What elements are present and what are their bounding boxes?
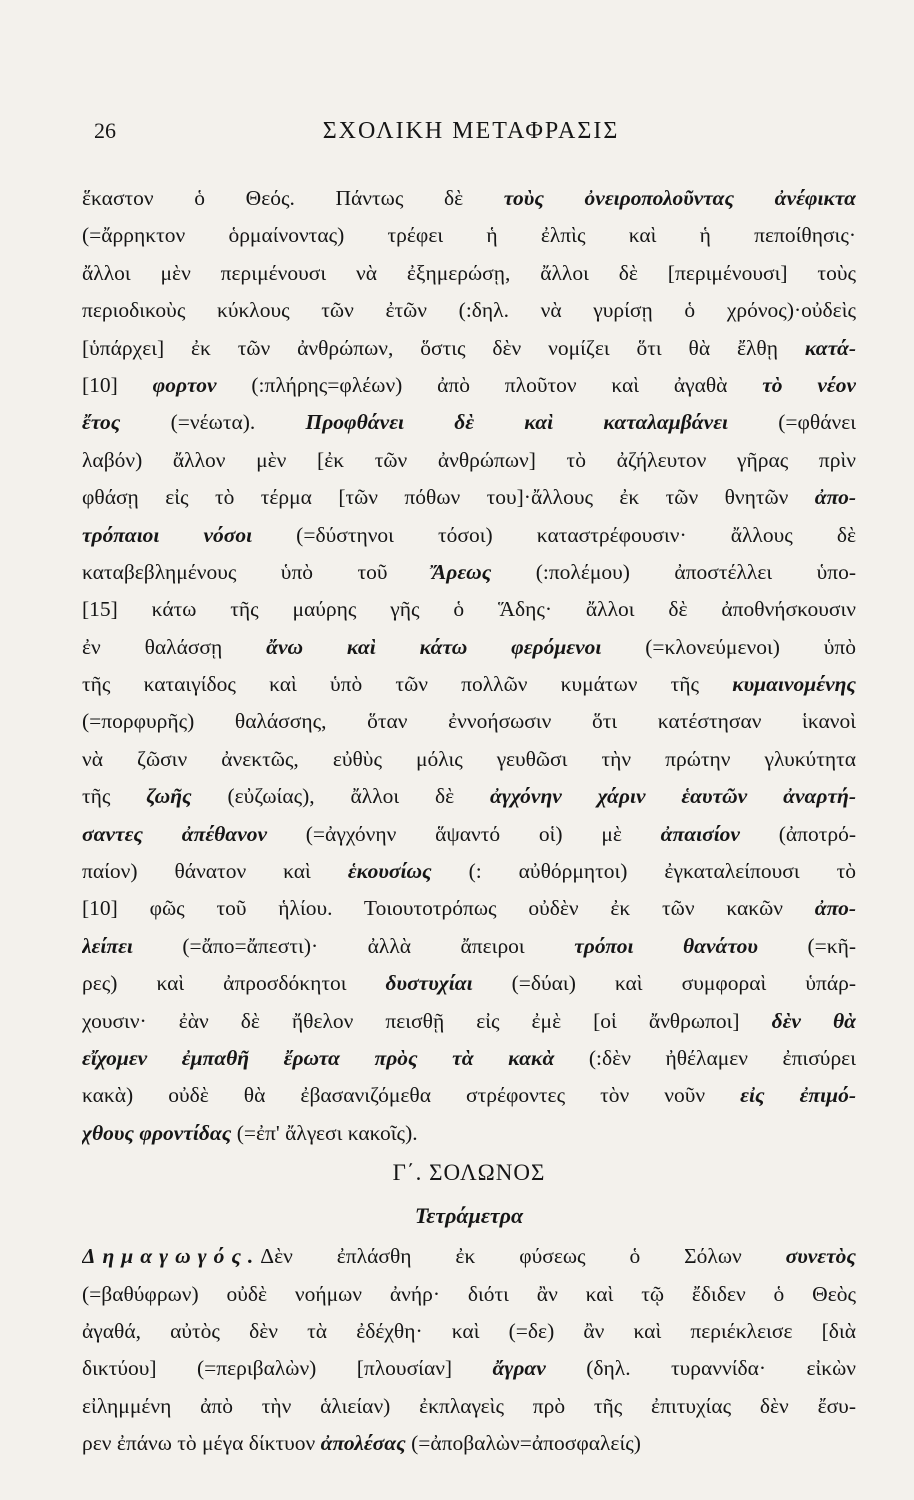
emphasized-term: ἀγχόνην χάριν ἑαυτῶν ἀναρτή- (490, 784, 856, 809)
text-run: περιοδικοὺς κύκλους τῶν ἐτῶν (:δηλ. νὰ γυρίσῃ ὁ χρόνος)·οὐδεὶς (82, 298, 856, 323)
text-run: (:πολέμου) ἀποστέλλει ὑπο- (491, 559, 856, 584)
text-line (82, 330, 856, 367)
text-line (82, 853, 856, 890)
emphasized-term: κατά- (804, 335, 856, 360)
page-header (88, 118, 854, 158)
emphasized-term: ἀπαισίον (660, 821, 740, 846)
text-line (82, 217, 856, 254)
text-line (82, 1115, 856, 1152)
text-run: (=πορφυρῆς) θαλάσσης, ὅταν ἐννοήσωσιν ὅτι κατέστησαν ἱκανοὶ (82, 709, 856, 734)
emphasized-term: ἀπο- (814, 896, 856, 921)
emphasized-term: ἔτος (82, 410, 121, 435)
text-run: (εὐζωίας), ἄλλοι δὲ (191, 784, 491, 809)
text-line (82, 367, 856, 404)
emphasized-term: τρόποι θανάτου (574, 933, 758, 958)
text-run: ρεν ἐπάνω τὸ μέγα δίκτυον (82, 1431, 321, 1456)
text-run: [10] (82, 372, 153, 397)
text-run: (δηλ. τυραννίδα· εἰκὼν (545, 1356, 856, 1381)
text-run: (=κῆ- (757, 933, 856, 958)
text-run: χουσιν· ἐὰν δὲ ἤθελον πεισθῇ εἰς ἐμὲ [οἱ ἄνθρωποι] (82, 1008, 772, 1033)
text-line (82, 965, 856, 1002)
emphasized-term: κυμαινομένης (732, 672, 856, 697)
text-run: ἐν θαλάσσῃ (82, 634, 267, 659)
emphasized-term: τοὺς ὀνειροπολοῦντας ἀνέφικτα (503, 186, 856, 210)
text-run: ρες) καὶ ἀπροσδόκητοι (82, 971, 386, 996)
text-run: (=ἐπ' ἄλγεσι κακοῖς). (231, 1120, 418, 1145)
text-line (82, 180, 856, 217)
text-run: κακὰ) οὐδὲ θὰ ἐβασανιζόμεθα στρέφοντες τὸν νοῦν (82, 1083, 741, 1108)
emphasized-term: εἰς ἐπιμό- (740, 1083, 856, 1108)
text-line (82, 703, 856, 740)
text-run: καταβεβλημένους ὑπὸ τοῦ (82, 559, 432, 584)
text-run: (=ἀγχόνην ἅψαντό οἱ) μὲ (267, 821, 661, 846)
text-run: (=ἄρρηκτον ὁρμαίνοντας) τρέφει ἡ ἐλπὶς καὶ ἡ πεποίθησις· (82, 223, 856, 248)
text-run: λαβόν) ἄλλον μὲν [ἐκ τῶν ἀνθρώπων] τὸ ἀζήλευτον γῆρας πρὶν (82, 447, 856, 472)
emphasized-term: δὲν θὰ (771, 1008, 856, 1033)
text-run: δικτύου] (=περιβαλὼν) [πλουσίαν] (82, 1356, 493, 1381)
text-line (82, 1350, 856, 1387)
text-line (82, 554, 856, 591)
text-line (82, 479, 856, 516)
text-run: (:δὲν ἠθέλαμεν ἐπισύρει (554, 1045, 856, 1070)
text-run: παίον) θάνατον καὶ (82, 859, 348, 884)
text-run: (=δύστηνοι τόσοι) καταστρέφουσιν· ἄλλους δὲ (252, 522, 856, 547)
emphasized-term: σαντες ἀπέθανον (82, 821, 268, 846)
text-run: (=ἀποβαλὼν=ἀποσφαλείς) (405, 1431, 641, 1456)
emphasized-term: λείπει (82, 933, 133, 958)
emphasized-term: χθους φροντίδας (82, 1120, 232, 1145)
emphasized-term: ἄνω καὶ κάτω φερόμενοι (266, 634, 602, 659)
emphasized-term: Προφθάνει δὲ καὶ καταλαμβάνει (305, 410, 728, 435)
text-line (82, 292, 856, 329)
emphasized-term: Ἄρεως (431, 559, 492, 584)
text-run: (=ἄπο=ἄπεστι)· ἀλλὰ ἄπειροι (132, 933, 575, 958)
emphasized-term: φορτον (152, 372, 217, 397)
text-run: [15] κάτω τῆς μαύρης γῆς ὁ Ἅδης· ἄλλοι δὲ ἀποθνήσκουσιν (82, 597, 856, 622)
text-line (82, 1388, 856, 1425)
text-run: (=νέωτα). (120, 410, 306, 435)
emphasized-term: συνετὸς (785, 1244, 856, 1269)
text-run: (=βαθύφρων) οὐδὲ νοήμων ἀνήρ· διότι ἂν καὶ τῷ ἔδιδεν ὁ Θεὸς (82, 1281, 856, 1306)
text-line (82, 778, 856, 815)
text-run: νὰ ζῶσιν ἀνεκτῶς, εὐθὺς μόλις γευθῶσι τὴν πρώτην γλυκύτητα (82, 746, 856, 771)
emphasized-term: ζωῆς (146, 784, 192, 809)
text-line (82, 1425, 856, 1462)
text-run: [ὑπάρχει] ἐκ τῶν ἀνθρώπων, ὅστις δὲν νομίζει ὅτι θὰ ἔλθῃ (82, 335, 805, 360)
text-run: (=δύαι) καὶ συμφοραὶ ὑπάρ- (472, 971, 856, 996)
text-run: ἕκαστον ὁ Θεός. Πάντως δὲ (82, 186, 504, 210)
text-run: (ἀποτρό- (739, 821, 856, 846)
emphasized-term: ἄγραν (492, 1356, 546, 1381)
text-run: Δὲν ἐπλάσθη ἐκ φύσεως ὁ Σόλων (260, 1244, 786, 1269)
text-line (82, 666, 856, 703)
text-line (82, 1040, 856, 1077)
text-line (82, 741, 856, 778)
text-line (82, 404, 856, 441)
text-run: (: αὐθόρμητοι) ἐγκαταλείπουσι τὸ (431, 859, 856, 884)
text-run: ἄλλοι μὲν περιμένουσι νὰ ἐξημερώσῃ, ἄλλοι δὲ [περιμένουσι] τοὺς (82, 260, 856, 285)
text-line (82, 629, 856, 666)
text-run: τῆς (82, 784, 147, 809)
text-line (82, 1276, 856, 1313)
section-heading: Γ΄. ΣΟΛΩΝΟΣ (392, 1160, 546, 1186)
text-line (82, 816, 856, 853)
text-run: φθάσῃ εἰς τὸ τέρμα [τῶν πόθων του]·ἄλλους ἐκ τῶν θνητῶν (82, 485, 815, 510)
emphasized-term: εἴχομεν ἐμπαθῆ ἔρωτα πρὸς τὰ κακὰ (82, 1045, 555, 1070)
section-subheading: Τετράμετρα (414, 1203, 524, 1229)
translation-text-part2 (82, 1238, 856, 1462)
page-body (82, 180, 856, 1463)
page-number: 26 (94, 118, 116, 143)
running-title: ΣΧΟΛΙΚΗ ΜΕΤΑΦΡΑΣΙΣ (322, 118, 620, 144)
text-line (82, 442, 856, 479)
emphasized-term: τρόπαιοι νόσοι (82, 522, 253, 547)
text-line (82, 1003, 856, 1040)
text-line (82, 928, 856, 965)
translation-text-part1 (82, 180, 856, 1152)
emphasized-term: ἑκουσίως (347, 859, 432, 884)
text-run: ἀγαθά, αὐτὸς δὲν τὰ ἐδέχθη· καὶ (=δε) ἂν καὶ περιέκλεισε [διὰ (82, 1318, 856, 1343)
emphasized-term: δυστυχίαι (385, 971, 473, 996)
text-run: [10] φῶς τοῦ ἡλίου. Τοιουτοτρόπως οὐδὲν ἐκ τῶν κακῶν (82, 896, 815, 921)
text-run: τῆς καταιγίδος καὶ ὑπὸ τῶν πολλῶν κυμάτων τῆς (82, 672, 733, 697)
text-line (82, 890, 856, 927)
text-line (82, 1238, 856, 1275)
emphasized-term: τὸ νέον (762, 372, 856, 397)
text-line (82, 1313, 856, 1350)
emphasized-term: ἀπο- (814, 485, 856, 510)
text-run: (=φθάνει (728, 410, 856, 435)
text-line (82, 517, 856, 554)
text-run: εἰλημμένη ἀπὸ τὴν ἁλιείαν) ἐκπλαγεὶς πρὸ τῆς ἐπιτυχίας δὲν ἔσυ- (82, 1393, 856, 1418)
text-line (82, 591, 856, 628)
text-line (82, 255, 856, 292)
text-run: (=κλονεύμενοι) ὑπὸ (601, 634, 856, 659)
emphasized-term: Δημαγωγός. (82, 1244, 261, 1269)
emphasized-term: ἀπολέσας (320, 1431, 406, 1456)
text-line (82, 1077, 856, 1114)
text-run: (:πλήρης=φλέων) ἀπὸ πλοῦτον καὶ ἀγαθὰ (216, 372, 763, 397)
